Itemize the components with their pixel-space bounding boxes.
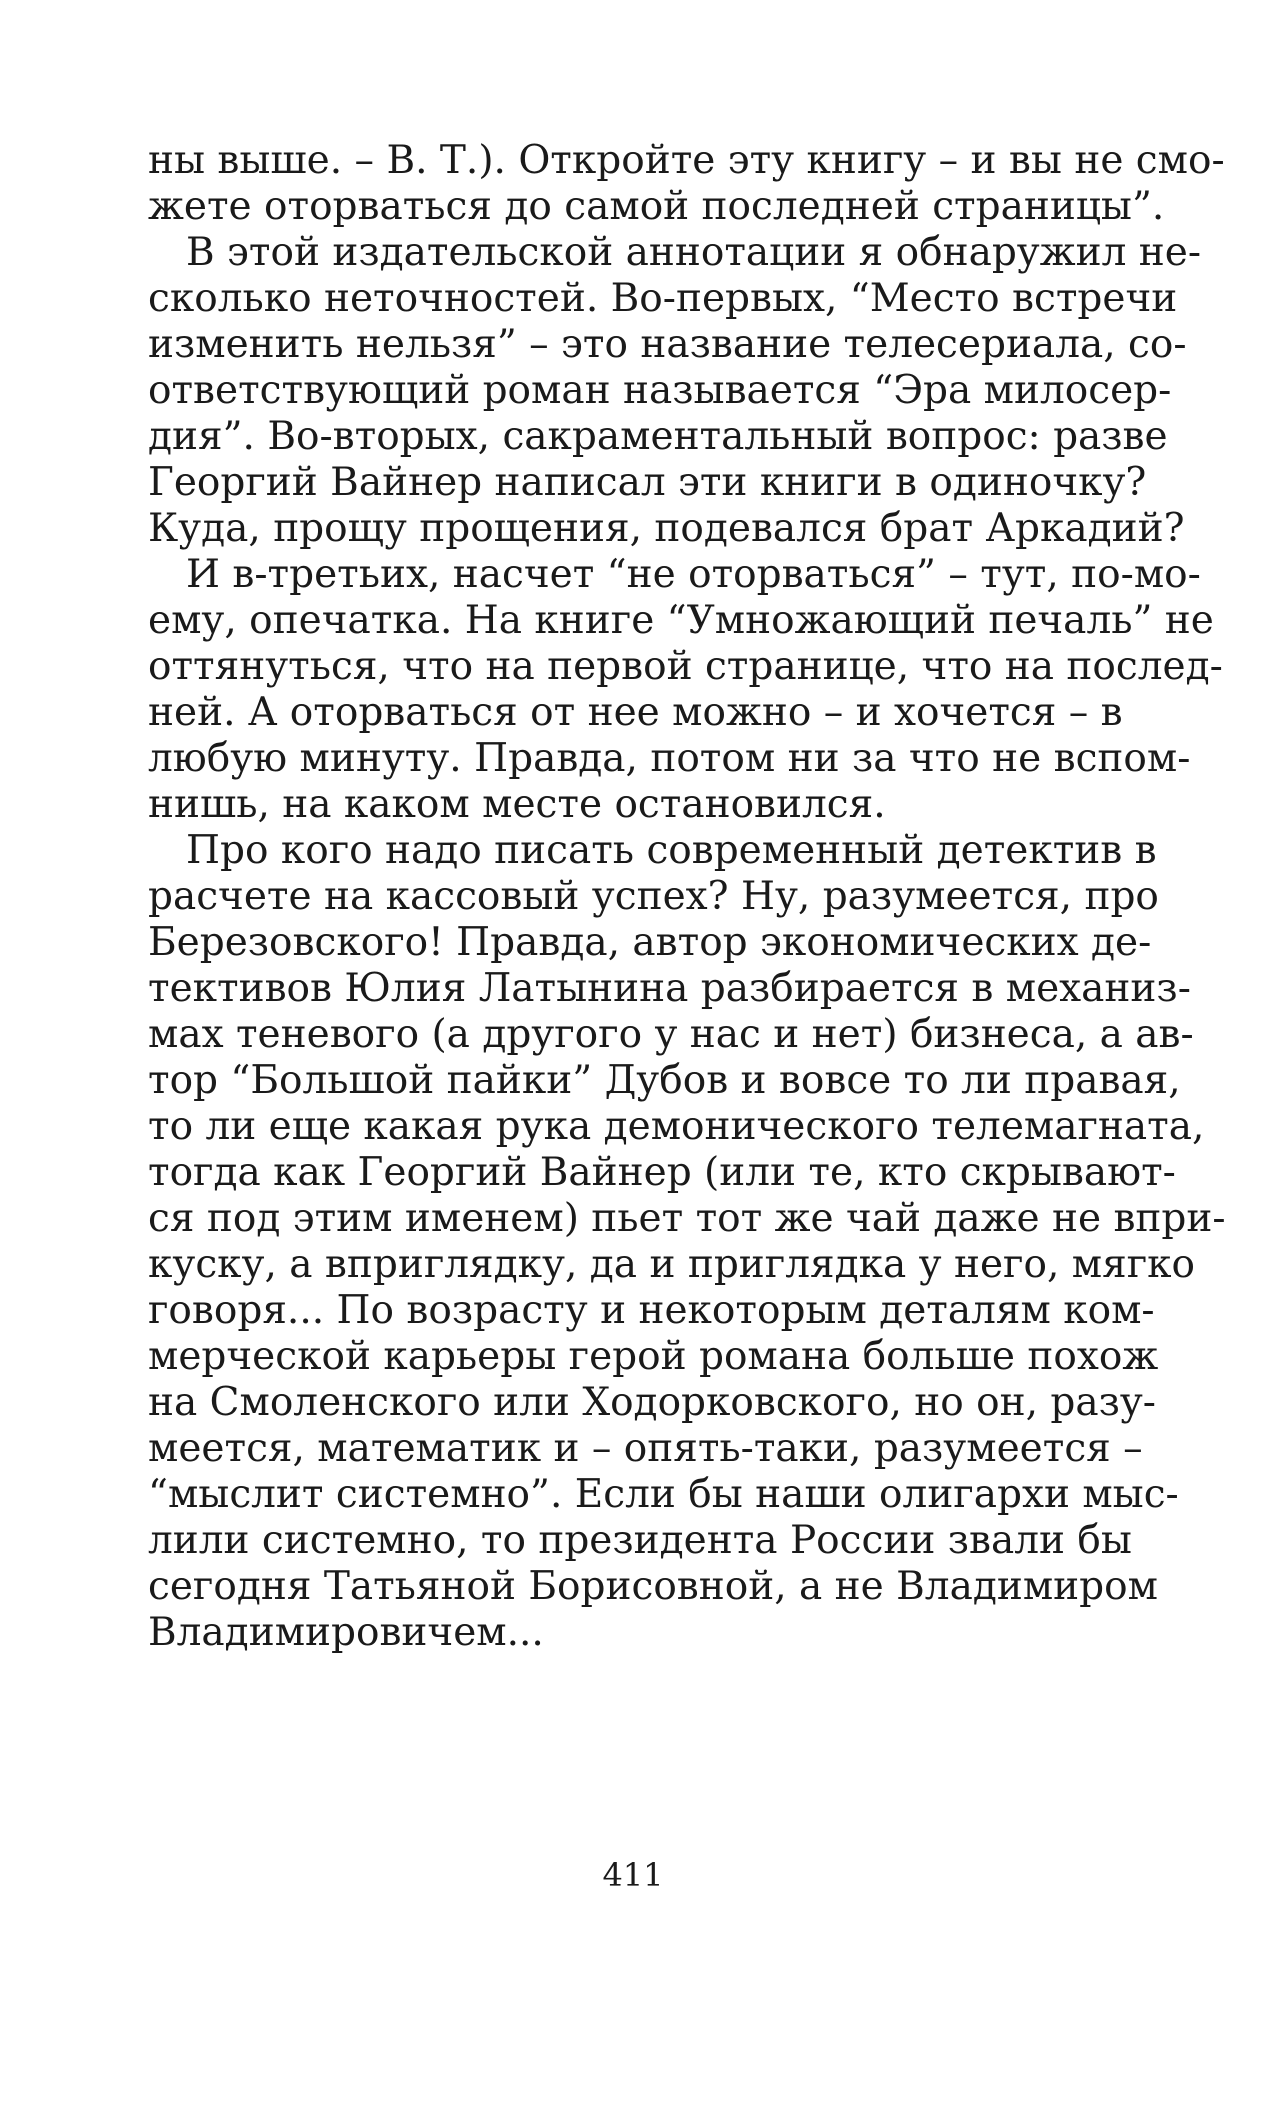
text-line: Георгий Вайнер написал эти книги в одиночку? xyxy=(148,460,1147,505)
text-line: ся под этим именем) пьет тот же чай даже не впри- xyxy=(148,1196,1226,1241)
text-line: куску, а вприглядку, да и приглядка у него, мягко xyxy=(148,1242,1195,1287)
text-line: изменить нельзя” – это название телесериала, со- xyxy=(148,322,1187,367)
text-line: И в-третьих, насчет “не оторваться” – тут, по-мо- xyxy=(186,552,1201,597)
text-line: расчете на кассовый успех? Ну, разумеется, про xyxy=(148,874,1159,919)
text-line: тогда как Георгий Вайнер (или те, кто скрывают- xyxy=(148,1150,1176,1195)
text-line: сегодня Татьяной Борисовной, а не Владимиром xyxy=(148,1564,1158,1609)
text-line: Владимировичем... xyxy=(148,1610,544,1655)
text-line: на Смоленского или Ходорковского, но он, разу- xyxy=(148,1380,1156,1425)
text-line: то ли еще какая рука демонического телемагната, xyxy=(148,1104,1205,1149)
text-line: меется, математик и – опять-таки, разумеется – xyxy=(148,1426,1143,1471)
paragraph xyxy=(148,828,1226,1656)
text-line: “мыслит системно”. Если бы наши олигархи мыс- xyxy=(148,1472,1179,1517)
text-line: тективов Юлия Латынина разбирается в механиз- xyxy=(148,966,1191,1011)
text-line: мах теневого (а другого у нас и нет) бизнеса, а ав- xyxy=(148,1012,1194,1057)
text-line: Березовского! Правда, автор экономических де- xyxy=(148,920,1152,965)
text-line: Про кого надо писать современный детектив в xyxy=(186,828,1157,873)
text-line: нишь, на каком месте остановился. xyxy=(148,782,886,827)
paragraph xyxy=(148,552,1223,828)
text-line: говоря... По возрасту и некоторым деталям ком- xyxy=(148,1288,1155,1333)
paragraph xyxy=(148,230,1202,552)
body-text xyxy=(148,138,1226,1656)
text-line: любую минуту. Правда, потом ни за что не вспом- xyxy=(148,736,1191,781)
text-line: В этой издательской аннотации я обнаружил не- xyxy=(186,230,1202,275)
page-number: 411 xyxy=(602,1856,664,1894)
text-line: лили системно, то президента России звали бы xyxy=(148,1518,1132,1563)
text-line: Куда, прощу прощения, подевался брат Аркадий? xyxy=(148,506,1185,551)
text-line: дия”. Во-вторых, сакраментальный вопрос: разве xyxy=(148,414,1168,459)
text-line: ны выше. – В. Т.). Откройте эту книгу – и вы не смо- xyxy=(148,138,1225,183)
text-line: оттянуться, что на первой странице, что на послед- xyxy=(148,644,1223,689)
text-line: ответствующий роман называется “Эра милосер- xyxy=(148,368,1172,413)
paragraph xyxy=(148,138,1225,230)
text-line: жете оторваться до самой последней страницы”. xyxy=(148,184,1165,229)
text-line: сколько неточностей. Во-первых, “Место встречи xyxy=(148,276,1178,321)
text-line: тор “Большой пайки” Дубов и вовсе то ли правая, xyxy=(148,1058,1181,1103)
text-line: мерческой карьеры герой романа больше похож xyxy=(148,1334,1159,1379)
text-line: ему, опечатка. На книге “Умножающий печаль” не xyxy=(148,598,1214,643)
text-line: ней. А оторваться от нее можно – и хочется – в xyxy=(148,690,1123,735)
